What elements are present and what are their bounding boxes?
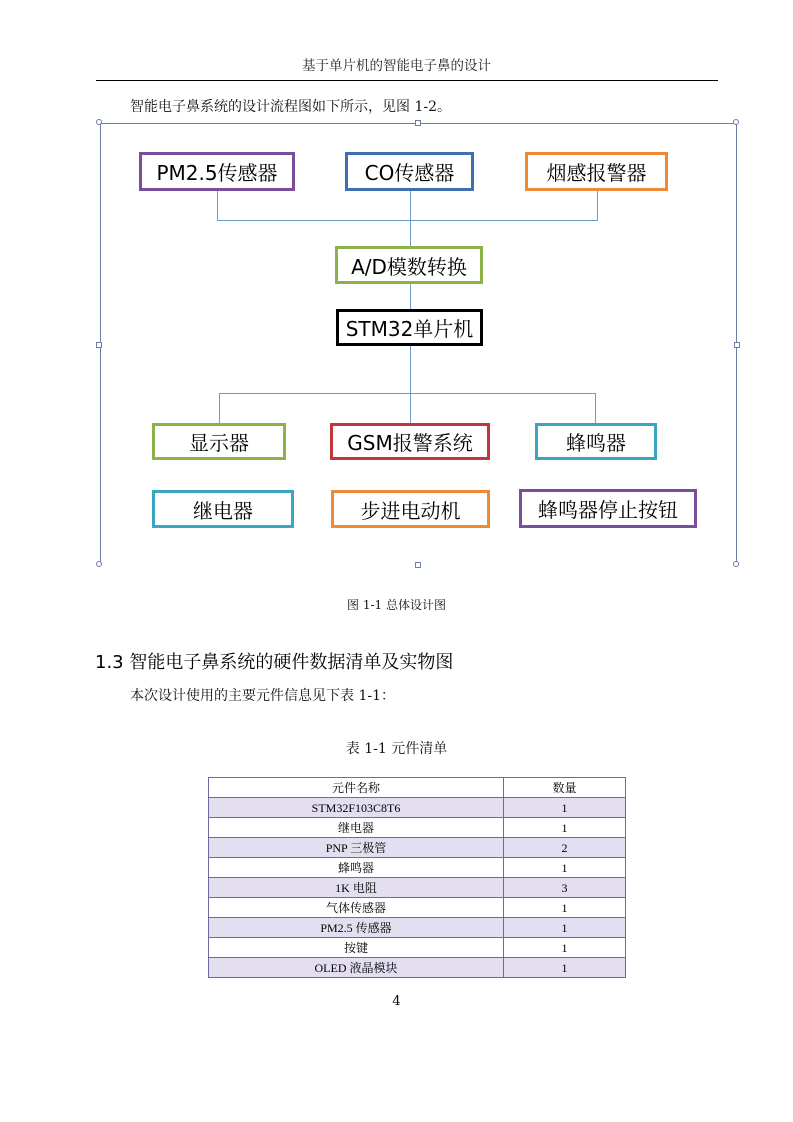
part-name-cell: OLED 液晶模块 — [209, 958, 504, 978]
buzzer-stop-button-box: 蜂鸣器停止按钮 — [519, 489, 697, 528]
part-quantity-cell: 2 — [504, 838, 626, 858]
resize-handle-bottom-left[interactable] — [96, 561, 102, 567]
connector-line — [219, 393, 220, 424]
resize-handle-bottom[interactable] — [415, 562, 421, 568]
part-name-cell: 按键 — [209, 938, 504, 958]
table-row — [209, 918, 626, 938]
part-name-cell: 继电器 — [209, 818, 504, 838]
pm25-sensor-box: PM2.5传感器 — [139, 152, 295, 191]
table-caption: 表 1-1 元件清单 — [345, 741, 448, 757]
table-row — [209, 898, 626, 918]
table-row — [209, 838, 626, 858]
resize-handle-top[interactable] — [415, 120, 421, 126]
parts-table — [208, 777, 626, 978]
part-quantity-cell: 3 — [504, 878, 626, 898]
table-row — [209, 818, 626, 838]
table-row — [209, 958, 626, 978]
resize-handle-left[interactable] — [96, 342, 102, 348]
connector-line — [595, 393, 596, 424]
figure-caption: 图 1-1 总体设计图 — [347, 598, 446, 612]
part-name-cell: 气体传感器 — [209, 898, 504, 918]
co-sensor-box: CO传感器 — [345, 152, 474, 191]
relay-box: 继电器 — [152, 490, 294, 528]
resize-handle-bottom-right[interactable] — [733, 561, 739, 567]
part-name-cell: 1K 电阻 — [209, 878, 504, 898]
table-row — [209, 858, 626, 878]
part-quantity-cell: 1 — [504, 858, 626, 878]
table-row — [209, 798, 626, 818]
stm32-mcu-box: STM32单片机 — [336, 309, 483, 346]
connector-line — [410, 283, 411, 310]
buzzer-box: 蜂鸣器 — [535, 423, 657, 460]
part-quantity-cell: 1 — [504, 918, 626, 938]
part-name-cell: 蜂鸣器 — [209, 858, 504, 878]
part-name-cell: PM2.5 传感器 — [209, 918, 504, 938]
part-quantity-cell: 1 — [504, 818, 626, 838]
header-rule — [96, 80, 718, 81]
connector-line — [410, 345, 411, 424]
table-header-row — [209, 778, 626, 798]
part-quantity-cell: 1 — [504, 938, 626, 958]
part-quantity-cell: 1 — [504, 958, 626, 978]
connector-line — [217, 220, 598, 221]
gsm-alarm-box: GSM报警系统 — [330, 423, 490, 460]
table-row — [209, 878, 626, 898]
section-heading: 1.3 智能电子鼻系统的硬件数据清单及实物图 — [95, 652, 454, 673]
column-header-quantity: 数量 — [504, 778, 626, 798]
resize-handle-top-right[interactable] — [733, 119, 739, 125]
connector-line — [597, 190, 598, 221]
stepper-motor-box: 步进电动机 — [331, 490, 490, 528]
smoke-alarm-box: 烟感报警器 — [525, 152, 668, 191]
connector-line — [217, 190, 218, 221]
resize-handle-right[interactable] — [734, 342, 740, 348]
connector-line — [410, 190, 411, 248]
part-quantity-cell: 1 — [504, 898, 626, 918]
display-box: 显示器 — [152, 423, 286, 460]
part-name-cell: STM32F103C8T6 — [209, 798, 504, 818]
page-header-title: 基于单片机的智能电子鼻的设计 — [302, 58, 491, 74]
part-quantity-cell: 1 — [504, 798, 626, 818]
table-row — [209, 938, 626, 958]
resize-handle-top-left[interactable] — [96, 119, 102, 125]
table-intro-paragraph: 本次设计使用的主要元件信息见下表 1-1： — [130, 688, 395, 704]
connector-line — [219, 393, 596, 394]
adc-box: A/D模数转换 — [335, 246, 483, 284]
column-header-name: 元件名称 — [209, 778, 504, 798]
page-number: 4 — [392, 994, 401, 1009]
intro-paragraph: 智能电子鼻系统的设计流程图如下所示，见图 1-2。 — [130, 99, 451, 115]
part-name-cell: PNP 三极管 — [209, 838, 504, 858]
